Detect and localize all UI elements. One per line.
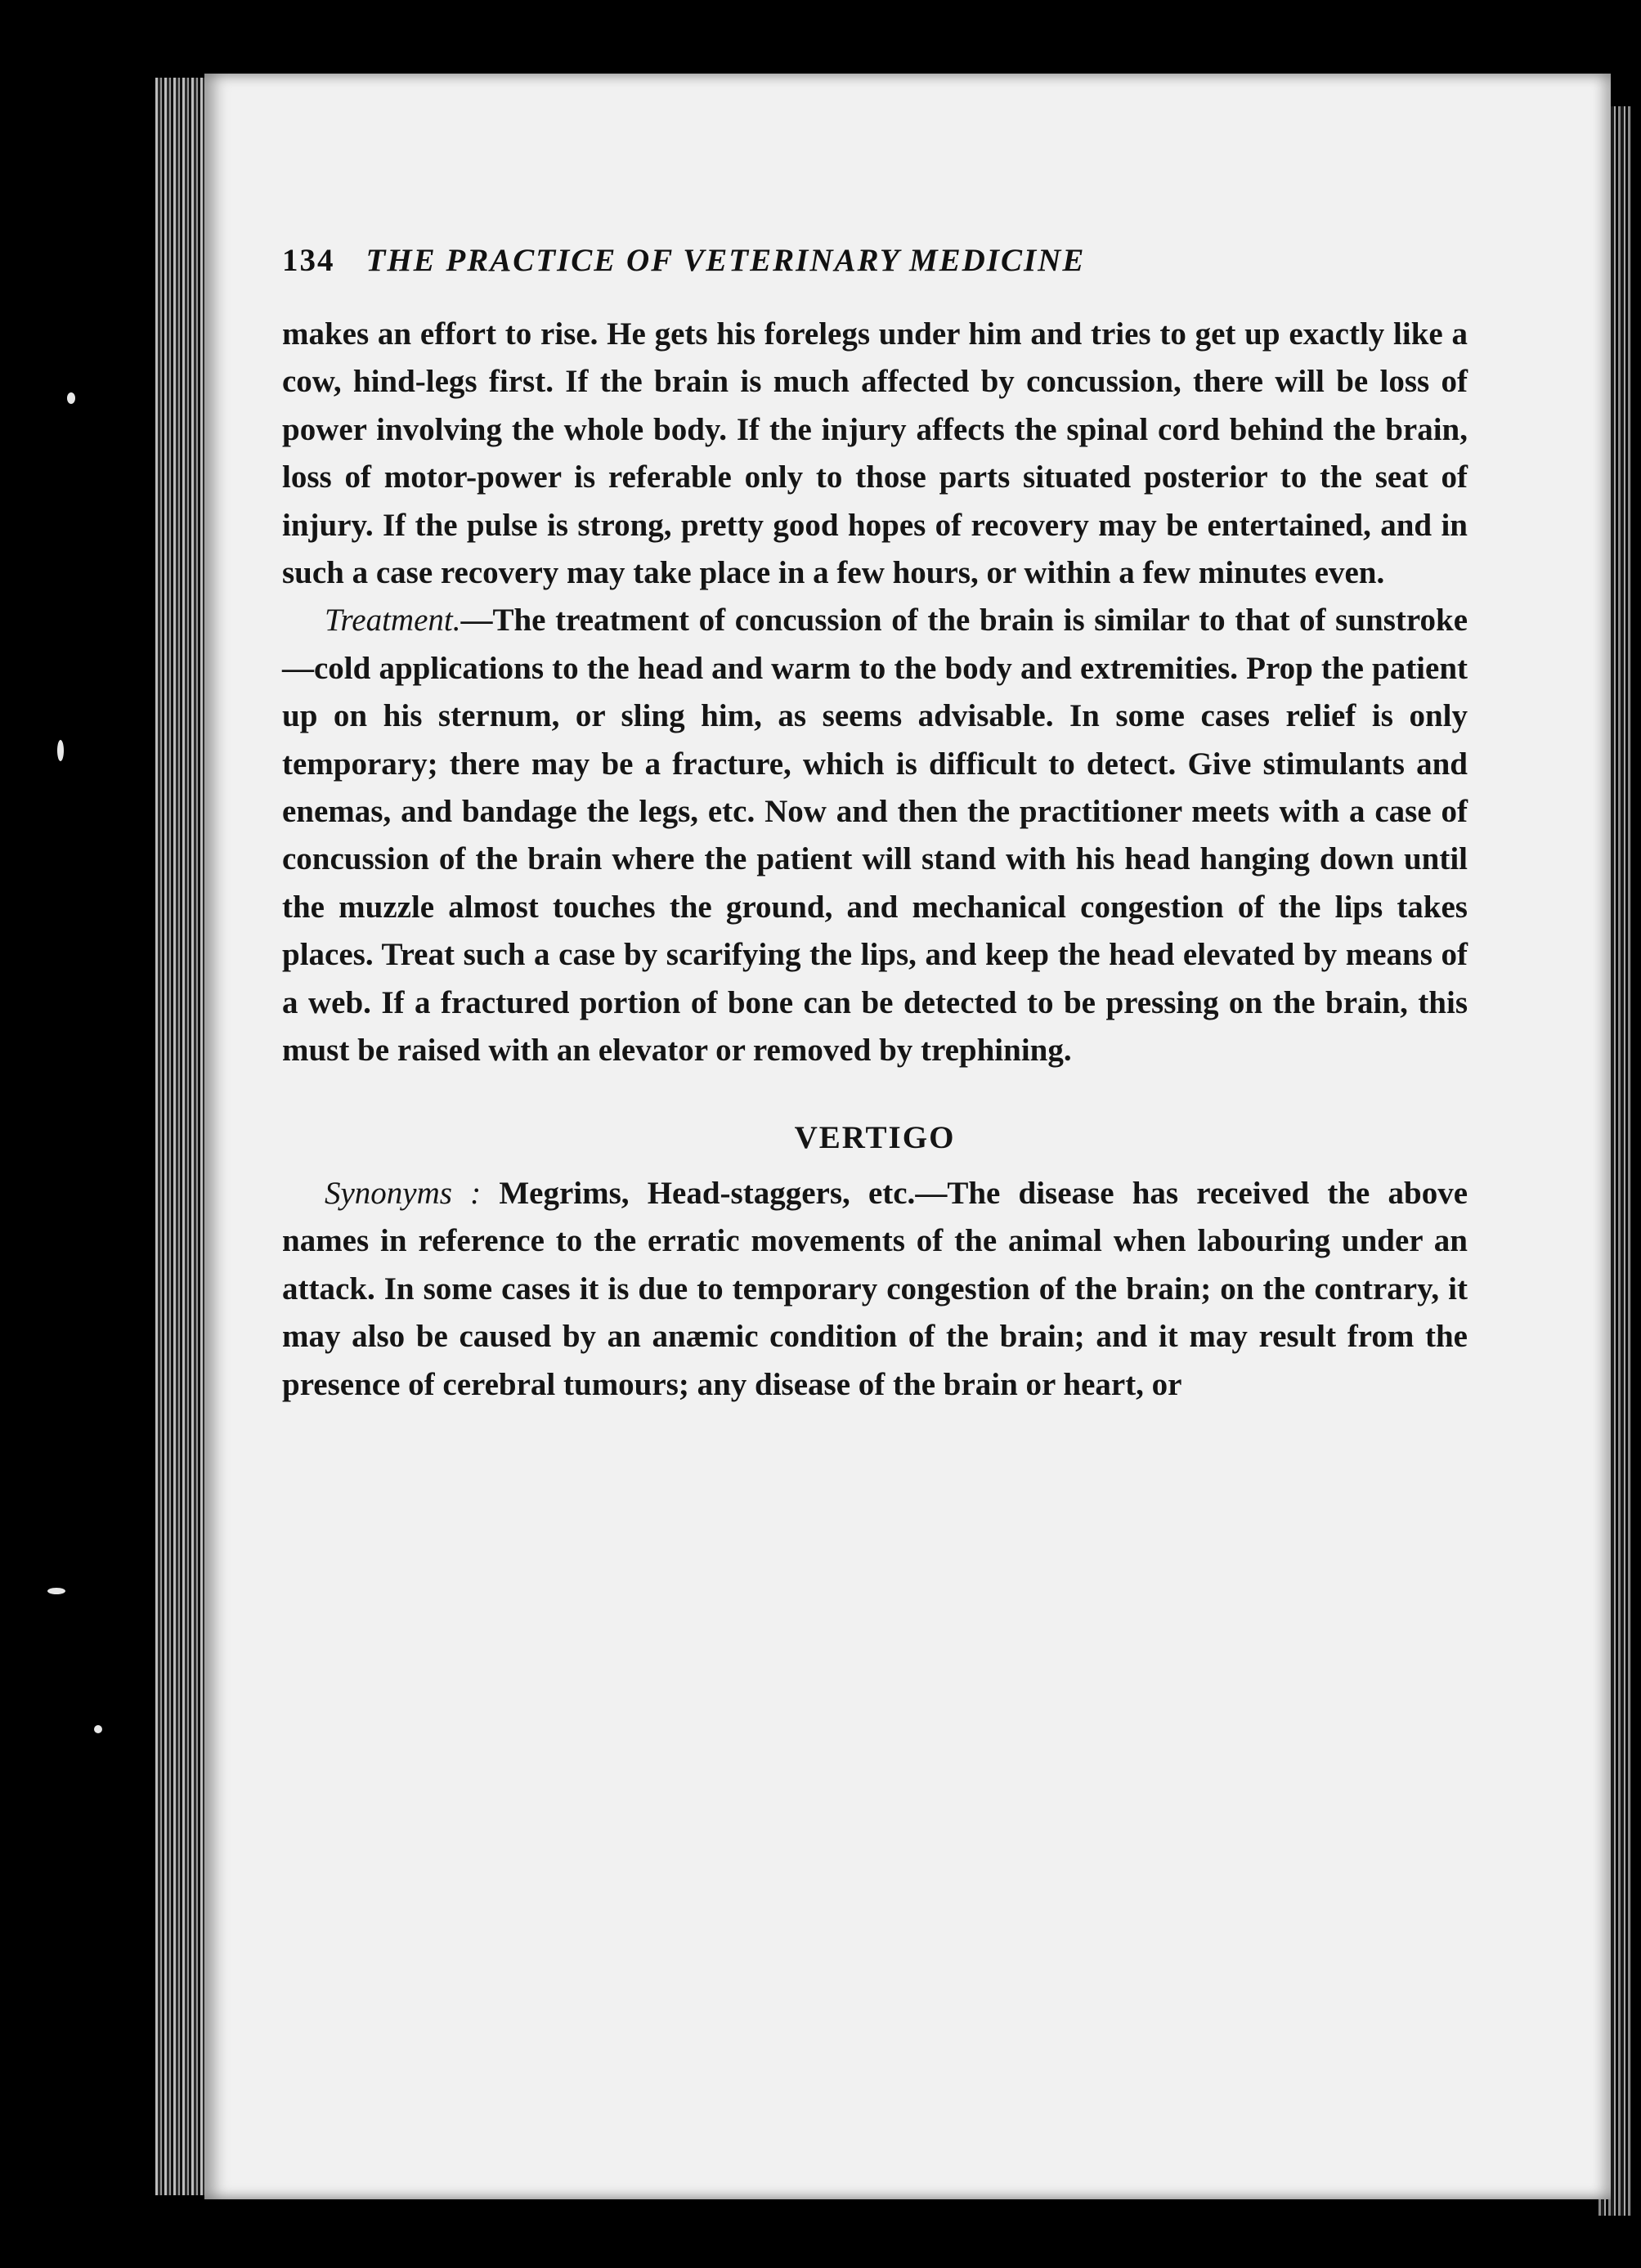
running-head: [282, 242, 1468, 279]
synonyms-terms: Megrims, Head-staggers, etc.: [499, 1175, 916, 1211]
paragraph-treatment: [282, 597, 1468, 1074]
synonyms-label: Synonyms :: [325, 1175, 482, 1211]
treatment-label: Treatment.: [325, 603, 461, 639]
scan-speck: [94, 1725, 102, 1733]
section-heading: VERTIGO: [794, 1119, 956, 1155]
paragraph-continuation: makes an effort to rise. He gets his forelegs under him and tries to get up exactly like a cow, hind-legs first. If the brain is much affected by concussion, there will be loss of power involving the whole body. If the injury affects the spinal cord behind the brain, loss of motor-power is referable only to those parts situated posterior to the seat of injury. If the pulse is strong, pretty good hopes of recovery may be entertained, and in such a case recovery may take place in a few hours, or within a few minutes even.: [282, 316, 1468, 591]
page-number: 134: [282, 243, 335, 278]
synonyms-text: —The disease has received the above names in reference to the erratic movements of the animal when labouring under an attack. In some cases it is due to temporary congestion of the brain; on the contrary, it may also be caused by an anæmic condition of the brain; and it may result from the presence of cerebral tumours; any disease of the brain or heart, or: [282, 1175, 1468, 1402]
scan-speck: [47, 1588, 65, 1594]
treatment-text: —The treatment of concussion of the brain is similar to that of sunstroke—cold applications to the head and warm to the body and extremities. Prop the patient up on his sternum, or sling him, as seems advisable. In some cases relief is only temporary; there may be a fracture, which is difficult to detect. Give stimulants and enemas, and bandage the legs, etc. Now and then the practitioner meets with a case of concussion of the brain where the patient will stand with his head hanging down until the muzzle almost touches the ground, and mechanical congestion of the lips takes places. Treat such a case by scarifying the lips, and keep the head elevated by means of a web. If a fractured portion of bone can be detected to be pressing on the brain, this must be raised with an elevator or removed by trephining.: [282, 603, 1468, 1069]
scan-speck: [67, 392, 75, 404]
body-text: [282, 311, 1468, 1409]
paragraph-synonyms: [282, 1170, 1468, 1409]
running-head-title: THE PRACTICE OF VETERINARY MEDICINE: [365, 243, 1086, 278]
scan-speck: [57, 740, 64, 761]
